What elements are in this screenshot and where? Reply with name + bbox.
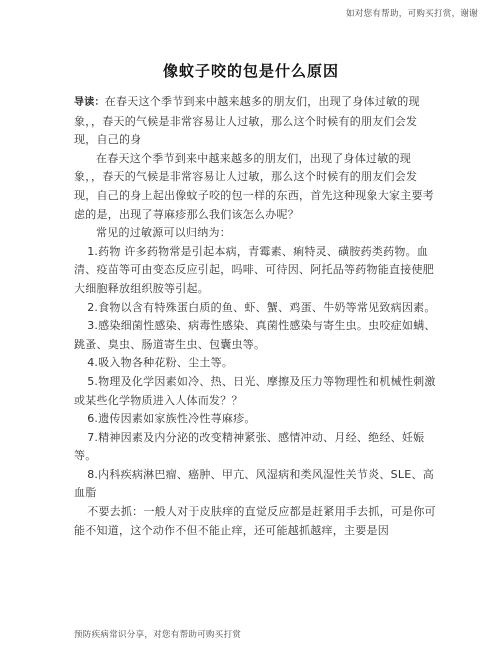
body-paragraph: 在春天这个季节到来中越来越多的朋友们，出现了身体过敏的现象，，春天的气候是非常容易让人过敏，那么这个时候有的朋友们会发现，自己的身上起出像蚊子咬的包一样的东西，首先这种现象大家主要考虑的是，出现了荨麻疹那么我们该怎么办呢？: [74, 151, 434, 221]
footer-note: 预防疾病常识分享，对您有帮助可购买打赏: [74, 630, 242, 640]
body-paragraph: 7.精神因素及内分泌的改变精神紧张、感情冲动、月经、绝经、妊娠等。: [74, 430, 425, 463]
intro-text: 在春天这个季节到来中越来越多的朋友们，出现了身体过敏的现象，，春天的气候是非常容易让人过敏，那么这个时候有的朋友们会发现，自己的身: [74, 95, 420, 147]
document-body: [74, 93, 436, 540]
body-paragraph: 2.食物以含有特殊蛋白质的鱼、虾、蟹、鸡蛋、牛奶等常见致病因素。: [87, 300, 436, 314]
body-paragraph: 1.药物 许多药物常是引起本病，青霉素、痢特灵、磺胺药类药物。血清、疫苗等可由变态反应引起，吗啡、可待因、阿托品等药物能直接使肥大细胞释放组织胺等引起。: [74, 244, 434, 295]
body-paragraph: 不要去抓：一般人对于皮肤痒的直觉反应都是赶紧用手去抓，可是你可能不知道，这个动作不但不能止痒，还可能越抓越痒，主要是因: [74, 505, 436, 537]
body-paragraph: 5.物理及化学因素如冷、热、日光、摩擦及压力等物理性和机械性刺激或某些化学物质进入人体而发？？: [74, 374, 436, 407]
intro-paragraph: [74, 93, 436, 150]
intro-label: 导读：: [74, 97, 105, 108]
body-paragraph: 常见的过敏源可以归纳为：: [96, 226, 231, 240]
document-title: 像蚊子咬的包是什么原因: [162, 62, 339, 80]
body-paragraph: 4.吸入物各种花粉、尘土等。: [87, 356, 234, 370]
body-paragraph: 3.感染细菌性感染、病毒性感染、真菌性感染与寄生虫。虫咬症如螨、跳蚤、臭虫、肠道寄生虫、包囊虫等。: [74, 319, 436, 351]
body-paragraph: 6.遗传因素如家族性冷性荨麻疹。: [87, 412, 256, 426]
body-paragraph: 8.内科疾病淋巴瘤、癌肿、甲亢、风湿病和类风湿性关节炎、SLE、高血脂: [74, 467, 434, 500]
header-note: 如对您有帮助，可购买打赏，谢谢: [345, 9, 478, 19]
